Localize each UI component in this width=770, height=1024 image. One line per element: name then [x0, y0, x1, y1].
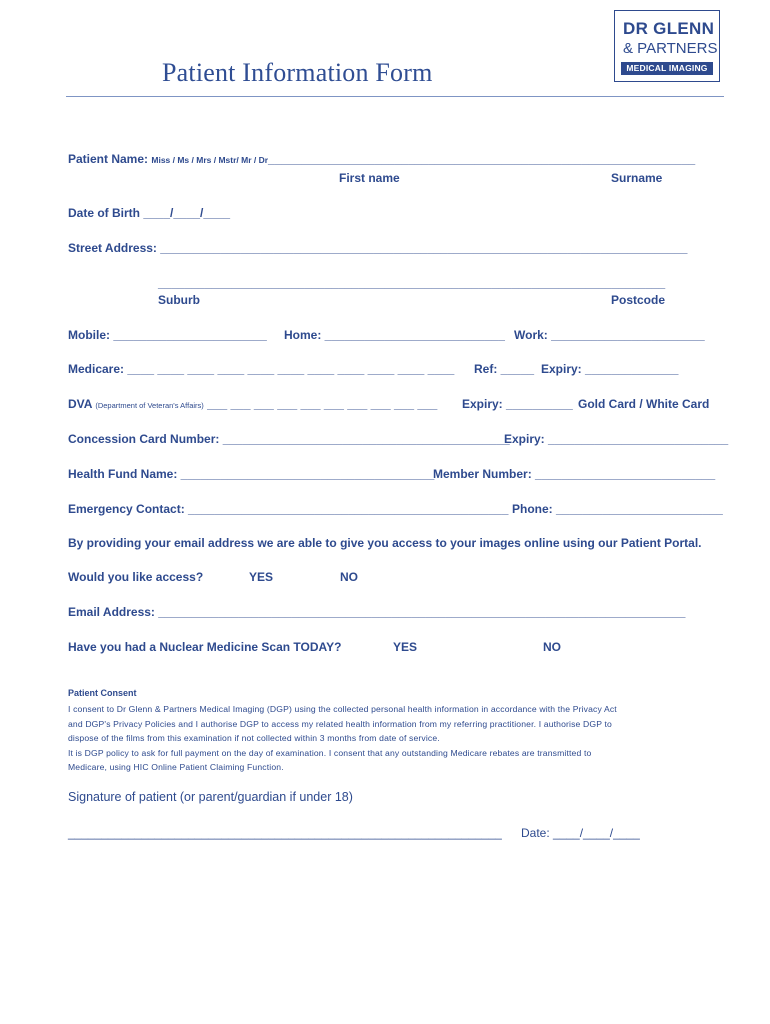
street-address-field[interactable]: Street Address: _______________________________________________________________________________: [68, 241, 688, 255]
access-no-option[interactable]: NO: [340, 570, 358, 584]
signature-date-field[interactable]: Date: ____/____/____: [521, 826, 640, 840]
patient-name-titles: Miss / Ms / Mrs / Mstr/ Mr / Dr: [151, 155, 269, 165]
consent-line: Medicare, using HIC Online Patient Claiming Function.: [68, 762, 284, 772]
date-of-birth-field[interactable]: Date of Birth ____/____/____: [68, 206, 231, 220]
title-divider: [66, 96, 724, 97]
consent-line: I consent to Dr Glenn & Partners Medical Imaging (DGP) using the collected personal health information in accordance with the Privacy Act: [68, 704, 617, 714]
consent-text: [68, 702, 713, 775]
health-fund-field[interactable]: Health Fund Name: ______________________________________: [68, 467, 435, 481]
concession-expiry-field[interactable]: Expiry: ___________________________: [504, 432, 729, 446]
medicare-ref-field[interactable]: Ref: _____: [474, 362, 535, 376]
dva-label: DVA: [68, 397, 92, 411]
access-yes-option[interactable]: YES: [249, 570, 274, 584]
nuclear-yes-option[interactable]: YES: [393, 640, 418, 654]
dva-number-field[interactable]: ___ ___ ___ ___ ___ ___ ___ ___ ___ ___: [207, 397, 438, 411]
access-question: Would you like access?: [68, 570, 204, 584]
signature-field[interactable]: _________________________________________________________________: [68, 826, 502, 840]
concession-card-field[interactable]: Concession Card Number: ___________________________________________: [68, 432, 510, 446]
emergency-contact-field[interactable]: Emergency Contact: ________________________________________________: [68, 502, 509, 516]
first-name-caption: First name: [339, 171, 400, 185]
nuclear-question: Have you had a Nuclear Medicine Scan TODAY?: [68, 640, 342, 654]
dva-expiry-field[interactable]: Expiry: __________: [462, 397, 573, 411]
member-number-field[interactable]: Member Number: ___________________________: [433, 467, 716, 481]
work-field[interactable]: Work: _______________________: [514, 328, 705, 342]
logo-line3: MEDICAL IMAGING: [621, 62, 713, 75]
logo: [614, 10, 720, 82]
nuclear-no-option[interactable]: NO: [543, 640, 561, 654]
card-type-option[interactable]: Gold Card / White Card: [578, 397, 710, 411]
patient-name-field[interactable]: ________________________________________________________________: [268, 152, 696, 166]
suburb-caption: Suburb: [158, 293, 200, 307]
logo-line1: DR GLENN: [623, 19, 715, 38]
signature-label: Signature of patient (or parent/guardian if under 18): [68, 790, 353, 804]
home-field[interactable]: Home: ___________________________: [284, 328, 505, 342]
email-field[interactable]: Email Address: _______________________________________________________________________________: [68, 605, 686, 619]
consent-line: It is DGP policy to ask for full payment on the day of examination. I consent that any outstanding Medicare rebates are transmitted to: [68, 747, 592, 758]
mobile-field[interactable]: Mobile: _______________________: [68, 328, 267, 342]
postcode-caption: Postcode: [611, 293, 666, 307]
street-address-line2-field[interactable]: ____________________________________________________________________________: [158, 276, 666, 290]
patient-name-row: [68, 152, 695, 166]
portal-note: By providing your email address we are able to give you access to your images online using our Patient Portal.: [68, 536, 702, 550]
dva-row: [68, 397, 437, 411]
page-title: Patient Information Form: [162, 58, 433, 87]
consent-title: Patient Consent: [68, 688, 137, 698]
dva-note: (Department of Veteran's Affairs): [95, 401, 204, 410]
logo-line2: & PARTNERS: [623, 40, 718, 57]
medicare-expiry-field[interactable]: Expiry: ______________: [541, 362, 679, 376]
patient-name-label: Patient Name:: [68, 152, 149, 166]
emergency-phone-field[interactable]: Phone: _________________________: [512, 502, 723, 516]
medicare-field[interactable]: Medicare: ____ ____ ____ ____ ____ ____ ____ ____ ____ ____ ____: [68, 362, 455, 376]
surname-caption: Surname: [611, 171, 663, 185]
consent-line: and DGP's Privacy Policies and I authorise DGP to access my related health information from my referring practitioner. I authorise DGP to: [68, 718, 612, 729]
consent-line: dispose of the films from this examination if not collected within 3 months from date of service.: [68, 733, 440, 743]
